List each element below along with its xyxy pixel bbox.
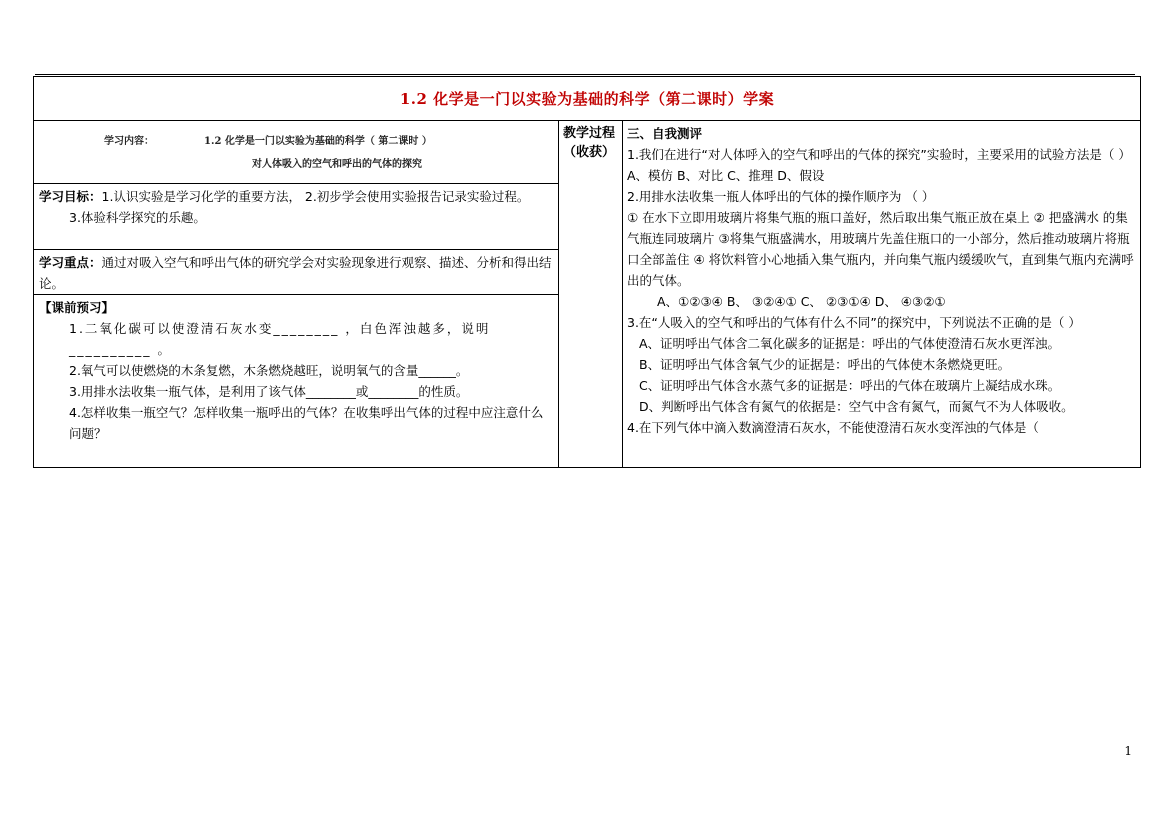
question-2-options: A、①②③④ B、 ③②④① C、 ②③①④ D、 ④③②① xyxy=(657,294,946,309)
question-2-steps: ① 在水下立即用玻璃片将集气瓶的瓶口盖好，然后取出集气瓶正放在桌上 ② 把盛满水 的集气瓶连同玻璃片 ③将集气瓶盛满水，用玻璃片先盖住瓶口的一小部分，然后推动玻璃片将瓶口全部盖住 ④ 将饮料管小心地插入集气瓶内，并向集气瓶内缓缓吹气，直到集气瓶内充满呼出的气体。 xyxy=(627,210,1134,288)
key-label: 学习重点： xyxy=(39,255,102,270)
question-3-option-a: A、证明呼出气体含二氧化碳多的证据是：呼出的气体使澄清石灰水更浑浊。 xyxy=(639,336,1061,351)
question-3-option-c: C、证明呼出气体含水蒸气多的证据是：呼出的气体在玻璃片上凝结成水珠。 xyxy=(639,378,1061,393)
question-3-option-b: B、证明呼出气体含氧气少的证据是：呼出的气体使木条燃烧更旺。 xyxy=(639,357,1011,372)
preview-label: 【课前预习】 xyxy=(39,300,115,315)
page-title: 1.2 化学是一门以实验为基础的科学（第二课时）学案 xyxy=(399,90,775,108)
right-column xyxy=(623,121,1142,468)
preview-cell xyxy=(34,295,558,468)
title-row xyxy=(34,77,1140,121)
process-label: 教学过程（收获） xyxy=(563,126,616,160)
learning-content-line2: 对人体吸入的空气和呼出的气体的探究 xyxy=(252,159,422,170)
question-4: 4.在下列气体中滴入数滴澄清石灰水，不能使澄清石灰水变浑浊的气体是（ xyxy=(627,420,1039,435)
key-text: 通过对吸入空气和呼出气体的研究学会对实验现象进行观察、描述、分析和得出结论。 xyxy=(39,255,552,291)
worksheet-table xyxy=(33,76,1141,468)
middle-column xyxy=(559,121,623,468)
question-1: 1.我们在进行“对人体呼入的空气和呼出的气体的探究”实验时，主要采用的试验方法是（ ）A、模仿 B、对比 C、推理 D、假设 xyxy=(627,147,1131,183)
question-3-option-d: D、判断呼出气体含有氮气的依据是：空气中含有氮气，而氮气不为人体吸收。 xyxy=(639,399,1074,414)
preview-item-2: 2.氧气可以使燃烧的木条复燃，木条燃烧越旺，说明氧气的含量______。 xyxy=(69,363,469,378)
goal-label: 学习目标： xyxy=(39,189,102,204)
learning-content-line1: 学习内容： 1.2 化学是一门以实验为基础的科学（ 第二课时 ） xyxy=(104,136,432,147)
preview-item-3: 3.用排水法收集一瓶气体，是利用了该气体________或________的性质。 xyxy=(69,384,469,399)
preview-item-1: 1.二氧化碳可以使澄清石灰水变________ ，白色浑浊越多，说明__________ 。 xyxy=(69,321,491,357)
page-number: 1 xyxy=(1124,744,1132,758)
key-points-cell xyxy=(34,250,558,295)
preview-item-4: 4.怎样收集一瓶空气？怎样收集一瓶呼出的气体？在收集呼出气体的过程中应注意什么问题？ xyxy=(69,405,544,441)
learning-goals-cell xyxy=(34,184,558,250)
top-rule xyxy=(35,74,1135,75)
goal-text-2: 3.体验科学探究的乐趣。 xyxy=(69,210,206,225)
question-3: 3.在“人吸入的空气和呼出的气体有什么不同”的探究中，下列说法不正确的是（ ） xyxy=(627,315,1081,330)
learning-content-cell xyxy=(34,121,558,184)
self-test-heading: 三、自我测评 xyxy=(627,126,703,141)
question-2: 2.用排水法收集一瓶人体呼出的气体的操作顺序为 （ ） xyxy=(627,189,935,204)
goal-text-1: 1.认识实验是学习化学的重要方法， 2.初步学会使用实验报告记录实验过程。 xyxy=(101,189,530,204)
left-column xyxy=(34,121,559,468)
